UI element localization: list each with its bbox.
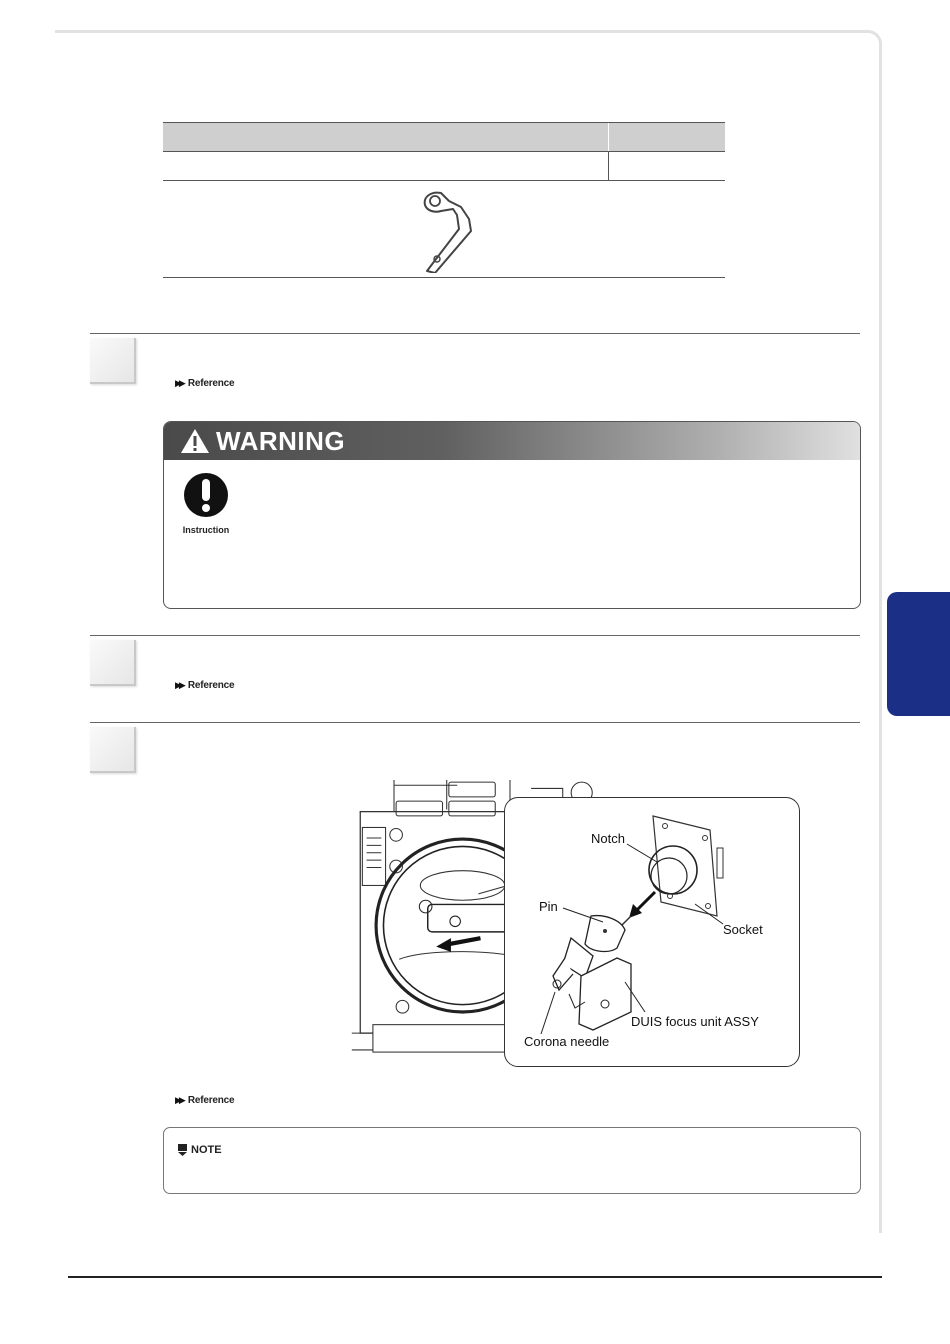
reference-link[interactable] (175, 1095, 234, 1106)
note-header (178, 1144, 222, 1156)
step-number-box (90, 727, 136, 773)
chapter-side-tab[interactable] (887, 592, 950, 716)
reference-label: Reference (187, 680, 235, 691)
warning-title: WARNING (216, 425, 346, 456)
double-arrow-icon: ▶▶ (175, 1095, 183, 1105)
step-divider (90, 333, 860, 334)
label-corona-needle: Corona needle (524, 1034, 610, 1049)
parts-table-cell-name (163, 152, 609, 180)
parts-table-header (163, 122, 725, 152)
double-arrow-icon: ▶▶ (175, 680, 183, 690)
note-pencil-icon (178, 1144, 187, 1156)
step-number-box (90, 338, 136, 384)
reference-label: Reference (187, 1095, 235, 1106)
reference-link[interactable] (175, 378, 234, 389)
reference-link[interactable] (175, 680, 234, 691)
parts-table-image-row (163, 181, 725, 278)
label-pin: Pin (539, 899, 558, 914)
step-number-box (90, 640, 136, 686)
instruction-label: Instruction (182, 525, 230, 535)
label-socket: Socket (723, 922, 763, 937)
callout-detail-box (504, 797, 800, 1067)
instruction-block (182, 472, 230, 535)
note-box (163, 1127, 861, 1194)
bracket-part-icon (413, 189, 483, 273)
parts-table (163, 122, 725, 278)
label-notch: Notch (591, 831, 625, 846)
reference-label: Reference (187, 378, 235, 389)
exclamation-circle-icon (183, 472, 229, 518)
warning-header (164, 422, 860, 460)
parts-table-header-cell-name (163, 123, 609, 151)
warning-triangle-icon (180, 428, 210, 454)
note-title: NOTE (191, 1144, 222, 1156)
label-duis-focus-unit: DUIS focus unit ASSY (631, 1014, 759, 1029)
warning-box (163, 421, 861, 609)
step-divider (90, 635, 860, 636)
step-divider (90, 722, 860, 723)
double-arrow-icon: ▶▶ (175, 378, 183, 388)
parts-table-row (163, 152, 725, 181)
footer-rule (68, 1276, 882, 1278)
